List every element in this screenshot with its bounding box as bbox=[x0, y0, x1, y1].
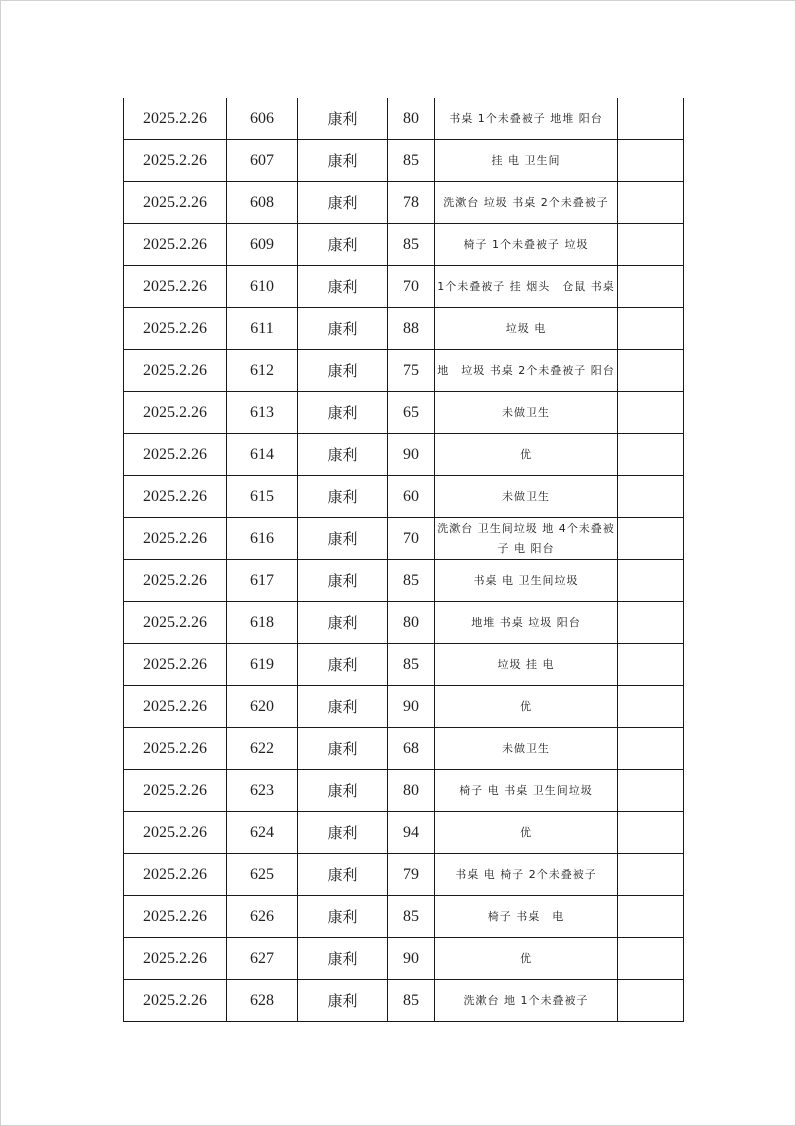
date-cell: 2025.2.26 bbox=[124, 434, 227, 476]
inspector-name-cell: 康利 bbox=[298, 434, 388, 476]
date-cell: 2025.2.26 bbox=[124, 308, 227, 350]
remarks-cell bbox=[618, 854, 684, 896]
inspector-name-cell: 康利 bbox=[298, 560, 388, 602]
remarks-cell bbox=[618, 938, 684, 980]
inspector-name-cell: 康利 bbox=[298, 98, 388, 140]
date-cell: 2025.2.26 bbox=[124, 98, 227, 140]
score-cell: 85 bbox=[388, 140, 435, 182]
table-row bbox=[124, 392, 684, 434]
table-row bbox=[124, 266, 684, 308]
inspector-name-cell: 康利 bbox=[298, 224, 388, 266]
room-number-cell: 614 bbox=[227, 434, 298, 476]
room-number-cell: 613 bbox=[227, 392, 298, 434]
issues-cell: 书桌 电 椅子 2个未叠被子 bbox=[435, 854, 618, 896]
room-number-cell: 625 bbox=[227, 854, 298, 896]
remarks-cell bbox=[618, 476, 684, 518]
score-cell: 70 bbox=[388, 266, 435, 308]
issues-cell: 1个未叠被子 挂 烟头 仓鼠 书桌 bbox=[435, 266, 618, 308]
score-cell: 88 bbox=[388, 308, 435, 350]
table-row bbox=[124, 518, 684, 560]
score-cell: 94 bbox=[388, 812, 435, 854]
table-row bbox=[124, 560, 684, 602]
date-cell: 2025.2.26 bbox=[124, 644, 227, 686]
room-number-cell: 620 bbox=[227, 686, 298, 728]
remarks-cell bbox=[618, 812, 684, 854]
issues-cell: 优 bbox=[435, 812, 618, 854]
room-number-cell: 627 bbox=[227, 938, 298, 980]
issues-cell: 洗漱台 卫生间垃圾 地 4个未叠被子 电 阳台 bbox=[435, 518, 618, 560]
inspector-name-cell: 康利 bbox=[298, 938, 388, 980]
inspector-name-cell: 康利 bbox=[298, 140, 388, 182]
table-row bbox=[124, 224, 684, 266]
table-row bbox=[124, 350, 684, 392]
room-number-cell: 616 bbox=[227, 518, 298, 560]
remarks-cell bbox=[618, 770, 684, 812]
score-cell: 85 bbox=[388, 644, 435, 686]
date-cell: 2025.2.26 bbox=[124, 350, 227, 392]
remarks-cell bbox=[618, 98, 684, 140]
table-row bbox=[124, 308, 684, 350]
score-cell: 78 bbox=[388, 182, 435, 224]
inspector-name-cell: 康利 bbox=[298, 308, 388, 350]
room-number-cell: 623 bbox=[227, 770, 298, 812]
score-cell: 79 bbox=[388, 854, 435, 896]
table-row bbox=[124, 98, 684, 140]
issues-cell: 挂 电 卫生间 bbox=[435, 140, 618, 182]
date-cell: 2025.2.26 bbox=[124, 686, 227, 728]
remarks-cell bbox=[618, 224, 684, 266]
issues-cell: 未做卫生 bbox=[435, 476, 618, 518]
room-number-cell: 611 bbox=[227, 308, 298, 350]
score-cell: 80 bbox=[388, 602, 435, 644]
room-number-cell: 622 bbox=[227, 728, 298, 770]
date-cell: 2025.2.26 bbox=[124, 224, 227, 266]
inspector-name-cell: 康利 bbox=[298, 518, 388, 560]
issues-cell: 未做卫生 bbox=[435, 392, 618, 434]
date-cell: 2025.2.26 bbox=[124, 476, 227, 518]
date-cell: 2025.2.26 bbox=[124, 896, 227, 938]
date-cell: 2025.2.26 bbox=[124, 182, 227, 224]
inspector-name-cell: 康利 bbox=[298, 350, 388, 392]
score-cell: 75 bbox=[388, 350, 435, 392]
remarks-cell bbox=[618, 560, 684, 602]
score-cell: 80 bbox=[388, 770, 435, 812]
room-number-cell: 607 bbox=[227, 140, 298, 182]
remarks-cell bbox=[618, 266, 684, 308]
table-row bbox=[124, 140, 684, 182]
table-row bbox=[124, 896, 684, 938]
date-cell: 2025.2.26 bbox=[124, 854, 227, 896]
inspector-name-cell: 康利 bbox=[298, 392, 388, 434]
score-cell: 65 bbox=[388, 392, 435, 434]
issues-cell: 优 bbox=[435, 686, 618, 728]
room-number-cell: 628 bbox=[227, 980, 298, 1022]
score-cell: 85 bbox=[388, 224, 435, 266]
remarks-cell bbox=[618, 602, 684, 644]
issues-cell: 地 垃圾 书桌 2个未叠被子 阳台 bbox=[435, 350, 618, 392]
room-number-cell: 609 bbox=[227, 224, 298, 266]
issues-cell: 书桌 电 卫生间垃圾 bbox=[435, 560, 618, 602]
inspector-name-cell: 康利 bbox=[298, 686, 388, 728]
score-cell: 90 bbox=[388, 434, 435, 476]
remarks-cell bbox=[618, 644, 684, 686]
table-row bbox=[124, 854, 684, 896]
room-number-cell: 608 bbox=[227, 182, 298, 224]
score-cell: 85 bbox=[388, 560, 435, 602]
room-number-cell: 606 bbox=[227, 98, 298, 140]
issues-cell: 优 bbox=[435, 434, 618, 476]
score-cell: 85 bbox=[388, 980, 435, 1022]
room-number-cell: 619 bbox=[227, 644, 298, 686]
issues-cell: 垃圾 挂 电 bbox=[435, 644, 618, 686]
date-cell: 2025.2.26 bbox=[124, 140, 227, 182]
issues-cell: 椅子 电 书桌 卫生间垃圾 bbox=[435, 770, 618, 812]
score-cell: 80 bbox=[388, 98, 435, 140]
date-cell: 2025.2.26 bbox=[124, 560, 227, 602]
table-row bbox=[124, 644, 684, 686]
date-cell: 2025.2.26 bbox=[124, 980, 227, 1022]
remarks-cell bbox=[618, 686, 684, 728]
date-cell: 2025.2.26 bbox=[124, 518, 227, 560]
date-cell: 2025.2.26 bbox=[124, 770, 227, 812]
remarks-cell bbox=[618, 980, 684, 1022]
issues-cell: 优 bbox=[435, 938, 618, 980]
remarks-cell bbox=[618, 182, 684, 224]
inspection-table bbox=[123, 98, 684, 1022]
issues-cell: 椅子 1个未叠被子 垃圾 bbox=[435, 224, 618, 266]
remarks-cell bbox=[618, 896, 684, 938]
score-cell: 90 bbox=[388, 686, 435, 728]
score-cell: 70 bbox=[388, 518, 435, 560]
date-cell: 2025.2.26 bbox=[124, 938, 227, 980]
inspector-name-cell: 康利 bbox=[298, 182, 388, 224]
table-row bbox=[124, 812, 684, 854]
issues-cell: 椅子 书桌 电 bbox=[435, 896, 618, 938]
table-row bbox=[124, 938, 684, 980]
issues-cell: 洗漱台 地 1个未叠被子 bbox=[435, 980, 618, 1022]
room-number-cell: 612 bbox=[227, 350, 298, 392]
table-body bbox=[124, 98, 684, 1022]
issues-cell: 垃圾 电 bbox=[435, 308, 618, 350]
score-cell: 85 bbox=[388, 896, 435, 938]
inspector-name-cell: 康利 bbox=[298, 266, 388, 308]
room-number-cell: 618 bbox=[227, 602, 298, 644]
inspector-name-cell: 康利 bbox=[298, 644, 388, 686]
date-cell: 2025.2.26 bbox=[124, 812, 227, 854]
issues-cell: 书桌 1个未叠被子 地堆 阳台 bbox=[435, 98, 618, 140]
remarks-cell bbox=[618, 434, 684, 476]
remarks-cell bbox=[618, 518, 684, 560]
issues-cell: 洗漱台 垃圾 书桌 2个未叠被子 bbox=[435, 182, 618, 224]
score-cell: 68 bbox=[388, 728, 435, 770]
table-row bbox=[124, 980, 684, 1022]
remarks-cell bbox=[618, 728, 684, 770]
room-number-cell: 610 bbox=[227, 266, 298, 308]
issues-cell: 地堆 书桌 垃圾 阳台 bbox=[435, 602, 618, 644]
inspector-name-cell: 康利 bbox=[298, 728, 388, 770]
inspector-name-cell: 康利 bbox=[298, 602, 388, 644]
score-cell: 90 bbox=[388, 938, 435, 980]
room-number-cell: 617 bbox=[227, 560, 298, 602]
room-number-cell: 624 bbox=[227, 812, 298, 854]
table-row bbox=[124, 728, 684, 770]
table-row bbox=[124, 476, 684, 518]
inspector-name-cell: 康利 bbox=[298, 770, 388, 812]
date-cell: 2025.2.26 bbox=[124, 266, 227, 308]
remarks-cell bbox=[618, 140, 684, 182]
inspector-name-cell: 康利 bbox=[298, 980, 388, 1022]
inspector-name-cell: 康利 bbox=[298, 854, 388, 896]
table-row bbox=[124, 770, 684, 812]
remarks-cell bbox=[618, 308, 684, 350]
issues-cell: 未做卫生 bbox=[435, 728, 618, 770]
table-row bbox=[124, 434, 684, 476]
room-number-cell: 615 bbox=[227, 476, 298, 518]
room-number-cell: 626 bbox=[227, 896, 298, 938]
date-cell: 2025.2.26 bbox=[124, 728, 227, 770]
inspector-name-cell: 康利 bbox=[298, 476, 388, 518]
table-row bbox=[124, 686, 684, 728]
inspector-name-cell: 康利 bbox=[298, 812, 388, 854]
inspector-name-cell: 康利 bbox=[298, 896, 388, 938]
score-cell: 60 bbox=[388, 476, 435, 518]
remarks-cell bbox=[618, 392, 684, 434]
date-cell: 2025.2.26 bbox=[124, 392, 227, 434]
table-row bbox=[124, 602, 684, 644]
table-row bbox=[124, 182, 684, 224]
remarks-cell bbox=[618, 350, 684, 392]
date-cell: 2025.2.26 bbox=[124, 602, 227, 644]
